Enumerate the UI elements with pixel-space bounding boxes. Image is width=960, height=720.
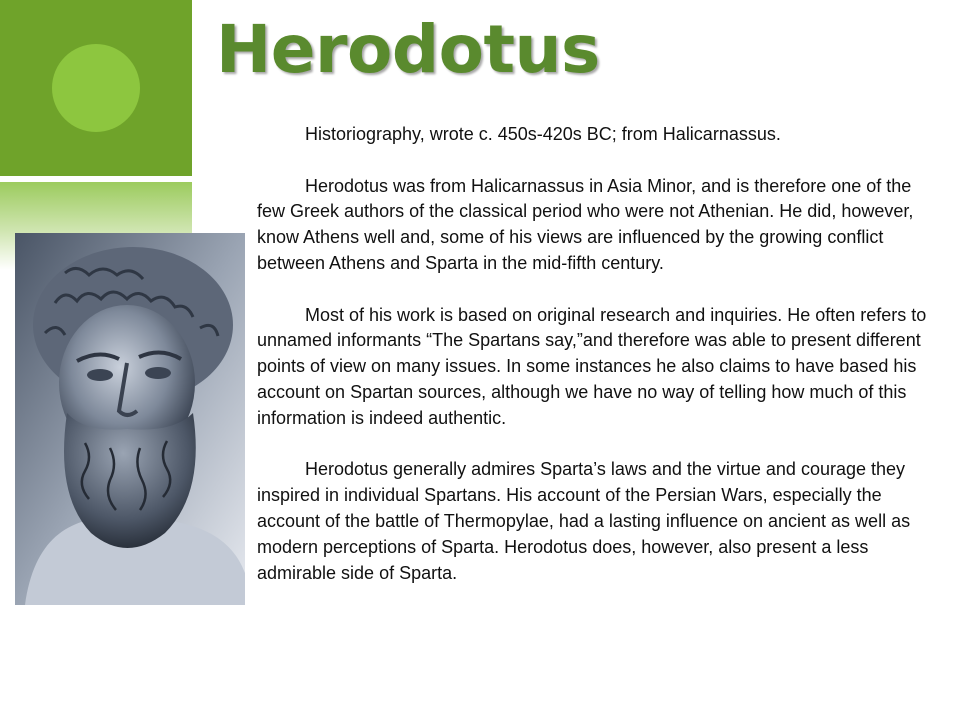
- accent-circle: [52, 44, 140, 132]
- portrait-image: [15, 233, 245, 605]
- paragraph-sources: Most of his work is based on original research and inquiries. He often refers to unnamed informants “The Spartans say,”and therefore was able to present different points of view on many issues. In some instances he also claims to have based his account on Spartan sources, although we have no way of telling how much of this information is indeed authentic.: [257, 304, 927, 428]
- paragraph-admiration: Herodotus generally admires Sparta’s laws and the virtue and courage they inspired in individual Spartans. His account of the Persian Wars, especially the account of the battle of Thermopylae, had a lasting influence on ancient as well as modern perceptions of Sparta. Herodotus does, however, also present a less admirable side of Sparta.: [257, 459, 911, 583]
- accent-block: [0, 0, 192, 176]
- body-text: [257, 122, 927, 612]
- paragraph-intro: Historiography, wrote c. 450s-420s BC; from Halicarnassus.: [305, 124, 781, 144]
- paragraph-origin: Herodotus was from Halicarnassus in Asia Minor, and is therefore one of the few Greek authors of the classical period who were not Athenian. He did, however, know Athens well and, some of his views are influenced by the growing conflict between Athens and Sparta in the mid-fifth century.: [257, 175, 914, 273]
- slide-title: Herodotus: [216, 11, 600, 88]
